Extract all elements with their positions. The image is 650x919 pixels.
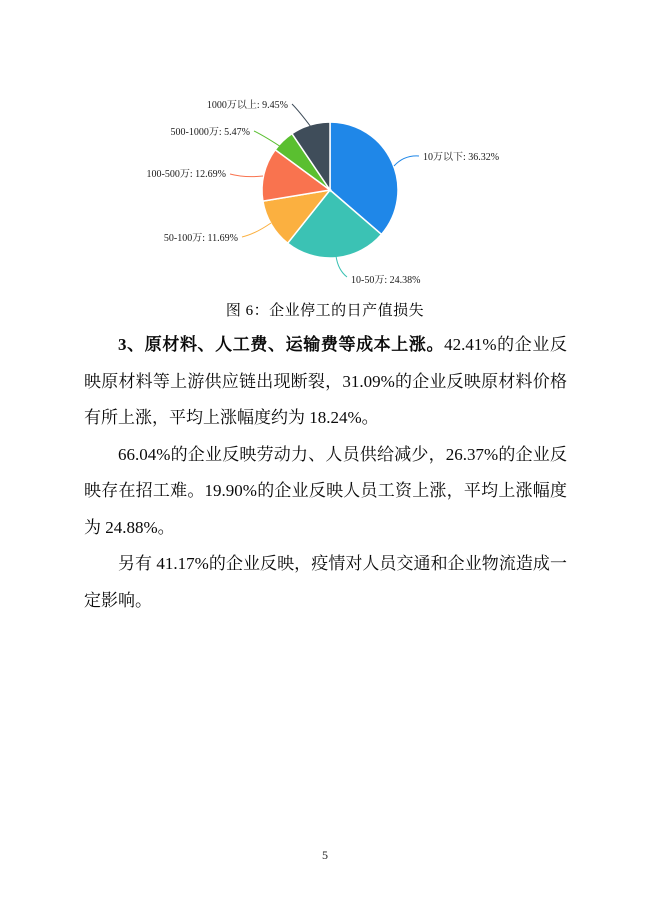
pie-leader-line <box>336 256 347 277</box>
pie-slice-label: 1000万以上: 9.45% <box>206 100 288 111</box>
page-number: 5 <box>322 848 328 862</box>
paragraph <box>84 437 567 547</box>
pie-slice-label: 50-100万: 11.69% <box>163 233 238 244</box>
body-text <box>84 327 567 619</box>
pie-leader-line <box>394 156 419 166</box>
pie-slice-label: 100-500万: 12.69% <box>146 169 226 180</box>
figure-caption: 图 6：企业停工的日产值损失 <box>225 303 425 319</box>
pie-chart <box>0 0 650 300</box>
paragraph <box>84 327 567 437</box>
pie-slice-label: 10-50万: 24.38% <box>351 275 421 286</box>
pie-leader-line <box>292 104 311 127</box>
pie-chart-figure <box>0 0 650 300</box>
paragraph-text: 另有 41.17%的企业反映，疫情对人员交通和企业物流造成一定影响。 <box>84 554 567 610</box>
paragraph-bold-lead: 3、原材料、人工费、运输费等成本上涨。 <box>118 335 445 354</box>
pie-leader-line <box>242 223 271 237</box>
paragraph <box>84 546 567 619</box>
paragraph-text: 66.04%的企业反映劳动力、人员供给减少，26.37%的企业反映存在招工难。19.90%的企业反映人员工资上涨，平均上涨幅度为 24.88%。 <box>84 444 567 537</box>
paragraph-text: 42.41%的企业反映原材料等上游供应链出现断裂，31.09%的企业反映原材料价格有所上涨，平均上涨幅度约为 18.24%。 <box>84 335 567 427</box>
pie-leader-line <box>230 174 263 177</box>
pie-leader-line <box>254 131 284 149</box>
pie-slice-label: 500-1000万: 5.47% <box>170 127 250 138</box>
pie-slice-label: 10万以下: 36.32% <box>423 152 500 163</box>
